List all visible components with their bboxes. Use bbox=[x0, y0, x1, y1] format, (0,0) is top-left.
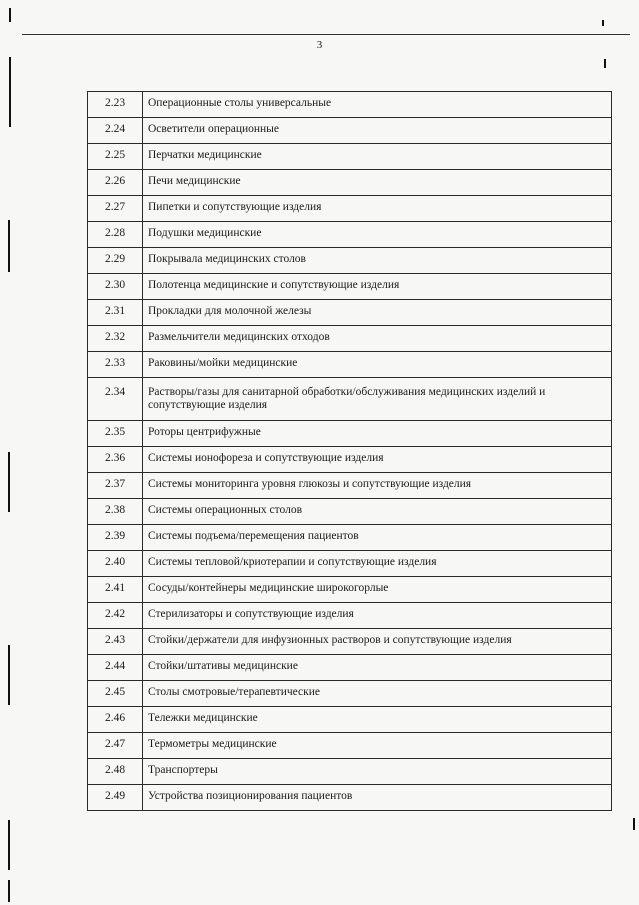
item-name: Устройства позиционирования пациентов bbox=[143, 785, 612, 811]
table-row bbox=[88, 447, 612, 473]
scan-mark-left-6 bbox=[8, 820, 10, 870]
table-row bbox=[88, 707, 612, 733]
item-name: Стойки/штативы медицинские bbox=[143, 655, 612, 681]
item-number: 2.36 bbox=[88, 447, 143, 473]
item-name: Термометры медицинские bbox=[143, 733, 612, 759]
item-name: Операционные столы универсальные bbox=[143, 92, 612, 118]
item-number: 2.29 bbox=[88, 248, 143, 274]
items-table-body bbox=[88, 92, 612, 811]
item-number: 2.39 bbox=[88, 525, 143, 551]
table-row bbox=[88, 352, 612, 378]
table-row bbox=[88, 118, 612, 144]
item-name: Стойки/держатели для инфузионных растворов и сопутствующие изделия bbox=[143, 629, 612, 655]
item-number: 2.45 bbox=[88, 681, 143, 707]
table-row bbox=[88, 629, 612, 655]
table-row bbox=[88, 248, 612, 274]
header-rule bbox=[22, 34, 630, 35]
table-row bbox=[88, 681, 612, 707]
table-row bbox=[88, 274, 612, 300]
table-row bbox=[88, 300, 612, 326]
table-row bbox=[88, 326, 612, 352]
item-number: 2.28 bbox=[88, 222, 143, 248]
scan-mark-left-4 bbox=[8, 452, 10, 512]
scan-mark-left-1 bbox=[9, 8, 11, 22]
item-name: Сосуды/контейнеры медицинские широкогорлые bbox=[143, 577, 612, 603]
scan-mark-right-3 bbox=[633, 818, 635, 830]
scan-mark-right-2 bbox=[604, 59, 606, 68]
item-number: 2.35 bbox=[88, 421, 143, 447]
item-name: Полотенца медицинские и сопутствующие изделия bbox=[143, 274, 612, 300]
table-row bbox=[88, 525, 612, 551]
items-table-wrapper bbox=[87, 91, 612, 811]
item-name: Системы подъема/перемещения пациентов bbox=[143, 525, 612, 551]
item-number: 2.37 bbox=[88, 473, 143, 499]
item-number: 2.31 bbox=[88, 300, 143, 326]
table-row bbox=[88, 733, 612, 759]
table-row bbox=[88, 196, 612, 222]
table-row bbox=[88, 92, 612, 118]
table-row bbox=[88, 499, 612, 525]
item-number: 2.47 bbox=[88, 733, 143, 759]
table-row bbox=[88, 144, 612, 170]
item-name: Осветители операционные bbox=[143, 118, 612, 144]
item-number: 2.42 bbox=[88, 603, 143, 629]
scan-mark-left-5 bbox=[8, 645, 10, 705]
item-name: Растворы/газы для санитарной обработки/обслуживания медицинских изделий и сопутствующие изделия bbox=[143, 378, 612, 421]
item-number: 2.49 bbox=[88, 785, 143, 811]
item-number: 2.38 bbox=[88, 499, 143, 525]
item-name: Перчатки медицинские bbox=[143, 144, 612, 170]
item-number: 2.32 bbox=[88, 326, 143, 352]
table-row bbox=[88, 551, 612, 577]
table-row bbox=[88, 473, 612, 499]
item-name: Покрывала медицинских столов bbox=[143, 248, 612, 274]
item-name: Пипетки и сопутствующие изделия bbox=[143, 196, 612, 222]
table-row bbox=[88, 170, 612, 196]
item-number: 2.33 bbox=[88, 352, 143, 378]
item-name: Столы смотровые/терапевтические bbox=[143, 681, 612, 707]
item-number: 2.46 bbox=[88, 707, 143, 733]
table-row bbox=[88, 222, 612, 248]
item-name: Раковины/мойки медицинские bbox=[143, 352, 612, 378]
item-name: Системы тепловой/криотерапии и сопутствующие изделия bbox=[143, 551, 612, 577]
item-name: Прокладки для молочной железы bbox=[143, 300, 612, 326]
item-number: 2.48 bbox=[88, 759, 143, 785]
item-name: Стерилизаторы и сопутствующие изделия bbox=[143, 603, 612, 629]
table-row bbox=[88, 577, 612, 603]
item-name: Подушки медицинские bbox=[143, 222, 612, 248]
scan-mark-left-7 bbox=[8, 880, 10, 902]
item-number: 2.30 bbox=[88, 274, 143, 300]
item-number: 2.26 bbox=[88, 170, 143, 196]
item-name: Транспортеры bbox=[143, 759, 612, 785]
item-name: Тележки медицинские bbox=[143, 707, 612, 733]
item-number: 2.43 bbox=[88, 629, 143, 655]
item-name: Печи медицинские bbox=[143, 170, 612, 196]
table-row bbox=[88, 759, 612, 785]
table-row bbox=[88, 378, 612, 421]
items-table bbox=[87, 91, 612, 811]
item-number: 2.25 bbox=[88, 144, 143, 170]
item-number: 2.40 bbox=[88, 551, 143, 577]
item-name: Размельчители медицинских отходов bbox=[143, 326, 612, 352]
table-row bbox=[88, 655, 612, 681]
item-number: 2.44 bbox=[88, 655, 143, 681]
item-number: 2.24 bbox=[88, 118, 143, 144]
scan-mark-left-3 bbox=[8, 220, 10, 272]
item-name: Системы ионофореза и сопутствующие изделия bbox=[143, 447, 612, 473]
item-name: Системы мониторинга уровня глюкозы и сопутствующие изделия bbox=[143, 473, 612, 499]
table-row bbox=[88, 421, 612, 447]
item-number: 2.41 bbox=[88, 577, 143, 603]
item-name: Системы операционных столов bbox=[143, 499, 612, 525]
item-number: 2.27 bbox=[88, 196, 143, 222]
scan-mark-right-1 bbox=[602, 20, 604, 26]
item-number: 2.23 bbox=[88, 92, 143, 118]
item-number: 2.34 bbox=[88, 378, 143, 421]
scan-mark-left-2 bbox=[9, 57, 11, 127]
table-row bbox=[88, 785, 612, 811]
page-number: 3 bbox=[316, 39, 323, 51]
item-name: Роторы центрифужные bbox=[143, 421, 612, 447]
table-row bbox=[88, 603, 612, 629]
